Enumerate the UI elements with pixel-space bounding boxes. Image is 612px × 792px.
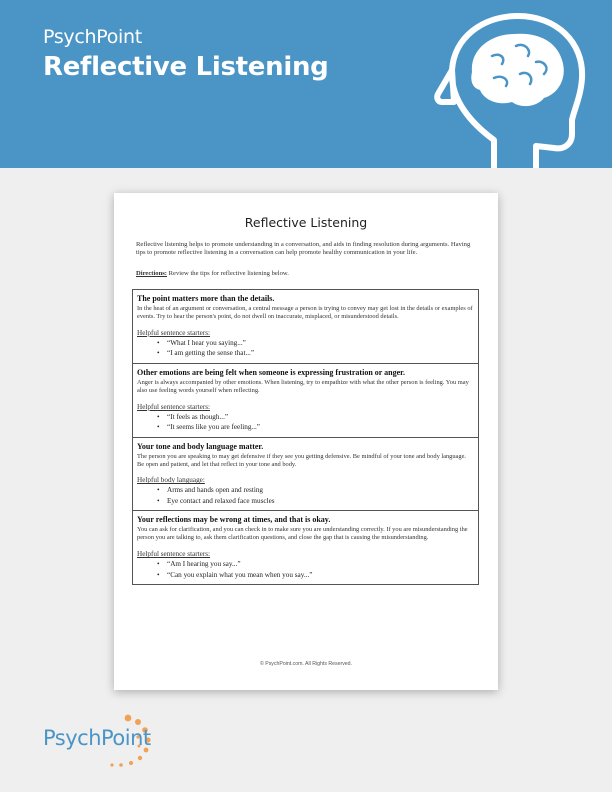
list-item: • “It feels as though...” [157,412,474,423]
header-banner [0,0,612,168]
tip-section [133,438,478,512]
psychpoint-logo: PsychPoint [43,726,151,750]
tip-list [157,559,474,584]
tip-heading: The point matters more than the details. [137,294,275,303]
list-item: • Eye contact and relaxed face muscles [157,496,474,507]
tip-list [157,412,474,437]
tip-heading: Your tone and body language matter. [137,441,264,451]
page-title: Reflective Listening [43,52,329,82]
list-item: • “Am I hearing you say...” [157,559,474,570]
tip-subheading: Helpful body language: [137,476,205,485]
tip-heading: Your reflections may be wrong at times, and that is okay. [137,515,331,525]
tip-list [157,338,474,363]
head-brain-icon [432,12,604,168]
tip-body: The person you are speaking to may get defensive if they see you getting defensive. Be mindful of your tone and body language. Be open and patient, and let that reflect in your tone and body. [137,452,467,468]
copyright-footer: © PsychPoint.com. All Rights Reserved. [259,661,353,667]
brand-name: PsychPoint [43,26,142,48]
list-item: • “Can you explain what you mean when you say...” [157,570,474,581]
tip-section [133,511,478,584]
worksheet-page [114,193,498,690]
directions [136,270,480,278]
tip-subheading: Helpful sentence starters: [137,550,211,559]
tip-subheading: Helpful sentence starters: [137,402,211,411]
tip-body: Anger is always accompanied by other emotions. When listening, try to empathize with what the other person is feeling. You may also use feeling words yourself when reflecting. [137,378,469,394]
tip-heading: Other emotions are being felt when someone is expressing frustration or anger. [137,367,405,377]
tip-body: In the heat of an argument or conversation, a central message a person is trying to convey may get lost in the details or examples of events. Try to hear the person's point, do not dwell on inaccurate, misplaced, or misunderstood details. [137,305,473,320]
intro-paragraph: Reflective listening helps to promote understanding in a conversation, and aids in finding resolution during arguments. Having tips to promote reflective listening in a conversation can help promote healthy communication in your life. [136,241,471,257]
directions-text: Review the tips for reflective listening below. [167,270,289,277]
list-item: • Arms and hands open and resting [157,485,474,496]
worksheet-title: Reflective Listening [244,215,368,230]
tip-body: You can ask for clarification, and you can check in to make sure you are understanding correctly. If you are misunderstanding the person you are talking to, ask them clarification questions, and close the gap that is causing the misunderstanding. [137,526,468,542]
list-item: • “It seems like you are feeling...” [157,422,474,433]
list-item: • “I am getting the sense that...” [157,348,474,359]
tip-subheading: Helpful sentence starters: [137,328,211,337]
directions-label: Directions: [136,270,168,277]
tip-section [133,364,478,438]
list-item: • “What I hear you saying...” [157,338,474,349]
tip-section [133,290,478,364]
tip-list [157,485,474,510]
tips-table [132,289,479,585]
